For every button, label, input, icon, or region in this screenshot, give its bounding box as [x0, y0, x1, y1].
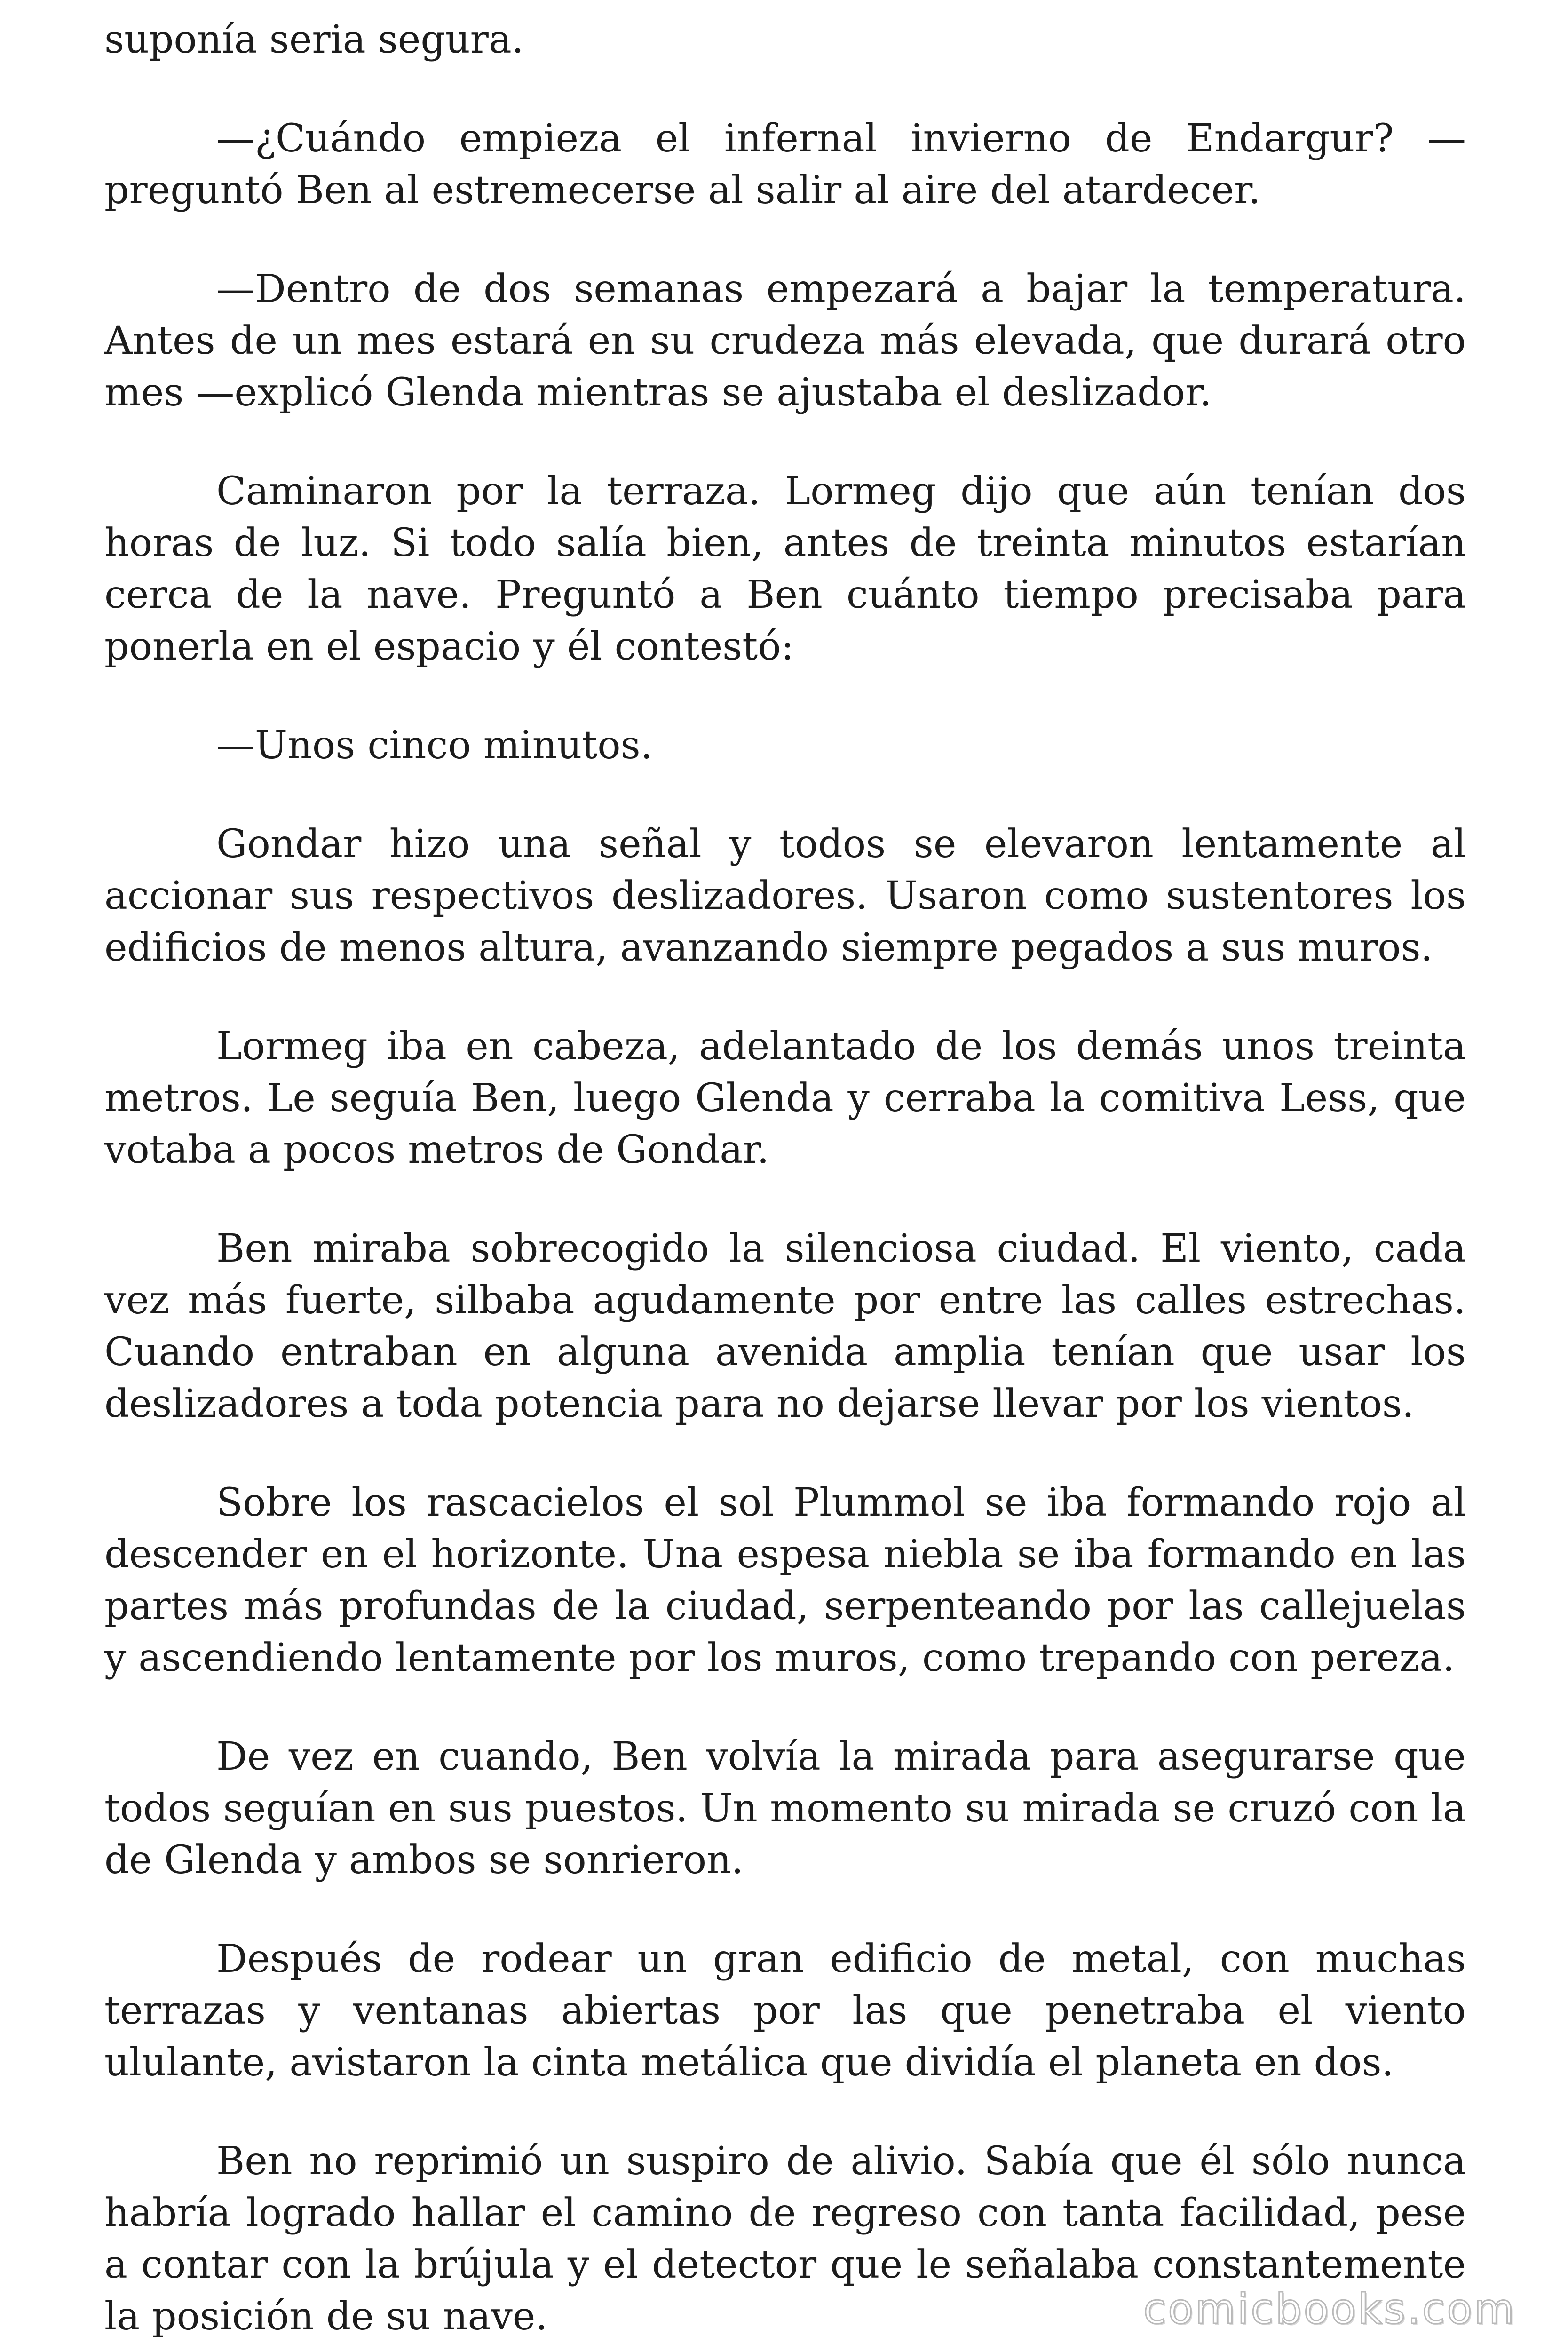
- paragraph: Ben miraba sobrecogido la silenciosa ciudad. El viento, cada vez más fuerte, silbaba agudamente por entre las calles estrechas. Cuando entraban en alguna avenida amplia tenían que usar los deslizadores a toda potencia para no dejarse llevar por los vientos.: [104, 1226, 1466, 1426]
- paragraph: —Unos cinco minutos.: [216, 723, 653, 768]
- paragraph: Después de rodear un gran edificio de metal, con muchas terrazas y ventanas abiertas por las que penetraba el viento ululante, avistaron la cinta metálica que dividía el planeta en dos.: [104, 1937, 1466, 2085]
- paragraph: Ben no reprimió un suspiro de alivio. Sabía que él sólo nunca habría logrado hallar el camino de regreso con tanta facilidad, pese a contar con la brújula y el detector que le señalaba constantemente la posición de su nave.: [104, 2139, 1466, 2339]
- paragraph-continuation: suponía seria segura.: [104, 17, 524, 62]
- paragraph: Sobre los rascacielos el sol Plummol se iba formando rojo al descender en el horizonte. Una espesa niebla se iba formando en las partes más profundas de la ciudad, serpenteando por las callejuelas y ascendiendo lentamente por los muros, como trepando con pereza.: [104, 1480, 1466, 1680]
- paragraph: De vez en cuando, Ben volvía la mirada para asegurarse que todos seguían en sus puestos. Un momento su mirada se cruzó con la de Glenda y ambos se sonrieron.: [104, 1734, 1466, 1883]
- paragraph: Lormeg iba en cabeza, adelantado de los demás unos treinta metros. Le seguía Ben, luego Glenda y cerraba la comitiva Less, que votaba a pocos metros de Gondar.: [104, 1024, 1466, 1172]
- paragraph: Caminaron por la terraza. Lormeg dijo que aún tenían dos horas de luz. Si todo salía bien, antes de treinta minutos estarían cerca de la nave. Preguntó a Ben cuánto tiempo precisaba para ponerla en el espacio y él contestó:: [104, 469, 1466, 669]
- paragraph: —Dentro de dos semanas empezará a bajar la temperatura. Antes de un mes estará en su crudeza más elevada, que durará otro mes —explicó Glenda mientras se ajustaba el deslizador.: [104, 267, 1466, 415]
- paragraph: Gondar hizo una señal y todos se elevaron lentamente al accionar sus respectivos deslizadores. Usaron como sustentores los edificios de menos altura, avanzando siempre pegados a sus muros.: [104, 822, 1466, 970]
- page-text: [104, 14, 1466, 2352]
- watermark: comicbooks.com: [1143, 2285, 1516, 2333]
- paragraph: —¿Cuándo empieza el infernal invierno de Endargur? —preguntó Ben al estremecerse al salir al aire del atardecer.: [104, 116, 1466, 213]
